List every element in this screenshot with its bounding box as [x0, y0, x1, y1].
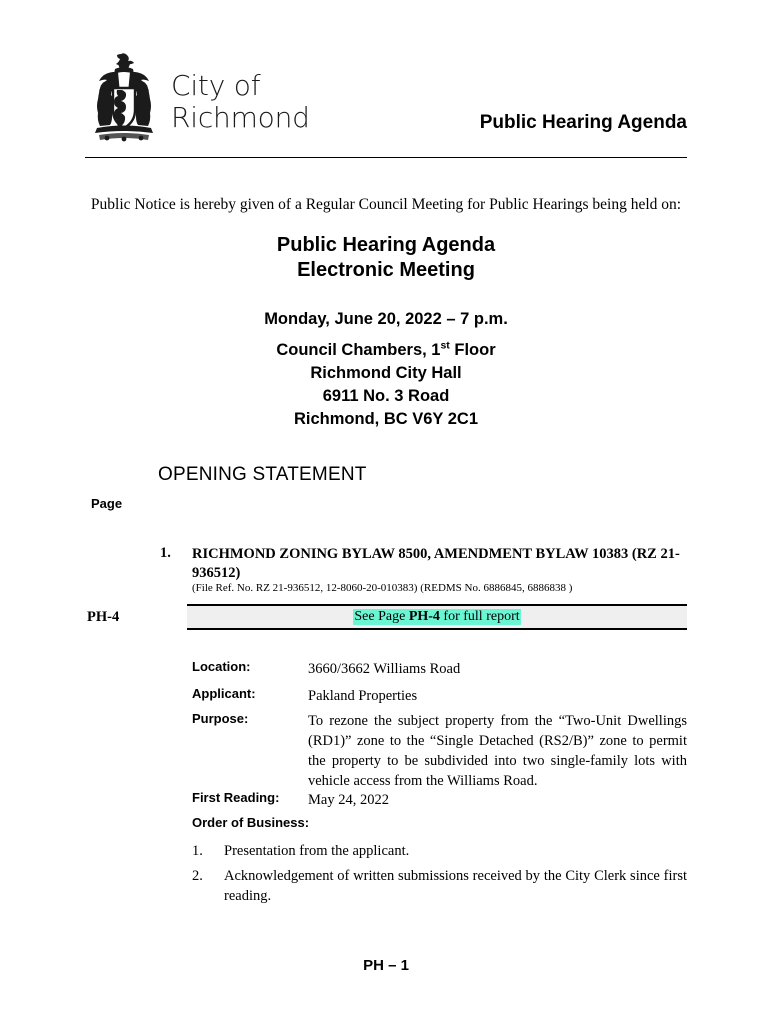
venue-line-3: 6911 No. 3 Road — [322, 387, 450, 405]
meeting-title-line-1: Public Hearing Agenda — [276, 234, 496, 256]
city-crest-icon — [85, 52, 163, 144]
banner-text-post: for full report — [439, 609, 520, 624]
agenda-item-heading: RICHMOND ZONING BYLAW 8500, AMENDMENT BYLAW 10383 (RZ 21-936512) — [192, 546, 680, 581]
venue-line-1-pre: Council Chambers, 1 — [276, 341, 441, 359]
order-item-text: Acknowledgement of written submissions received by the City Clerk since first reading. — [224, 868, 687, 904]
page-column-label: Page — [91, 496, 123, 511]
agenda-item-file-reference: (File Ref. No. RZ 21-936512, 12-8060-20-010383) (REDMS No. 6886845, 6886838 ) — [192, 582, 573, 594]
venue-line-2: Richmond City Hall — [310, 364, 462, 382]
city-wordmark — [171, 70, 310, 134]
venue-line-1 — [85, 339, 687, 362]
venue-line-1-post: Floor — [449, 341, 496, 359]
meeting-venue — [85, 339, 687, 431]
header-title: Public Hearing Agenda — [479, 112, 687, 133]
detail-value-purpose: To rezone the subject property from the “Two-Unit Dwellings (RD1)” zone to the “Single Detached (RS2/B)” zone to permit the property to be subdivided into two single-family lots with vehicle access from the Williams Road. — [308, 713, 687, 789]
order-item-text: Presentation from the applicant. — [224, 843, 410, 859]
meeting-title — [85, 233, 687, 283]
banner-margin-page-label: PH-4 — [87, 609, 120, 625]
order-item-number: 1. — [192, 843, 203, 859]
detail-label-applicant: Applicant: — [192, 686, 256, 701]
wordmark-line-1: City of — [171, 69, 261, 102]
order-of-business-item — [192, 866, 687, 908]
meeting-title-line-2: Electronic Meeting — [297, 259, 475, 281]
detail-value-applicant: Pakland Properties — [308, 688, 418, 704]
detail-label-purpose: Purpose: — [192, 711, 249, 726]
page-footer-number: PH – 1 — [363, 957, 409, 974]
meeting-datetime: Monday, June 20, 2022 – 7 p.m. — [264, 310, 508, 328]
venue-line-4: Richmond, BC V6Y 2C1 — [294, 410, 478, 428]
agenda-item-number: 1. — [160, 545, 171, 561]
order-item-number: 2. — [192, 868, 203, 884]
detail-value-location: 3660/3662 Williams Road — [308, 661, 461, 677]
order-of-business-heading: Order of Business: — [192, 815, 310, 830]
public-notice-text: Public Notice is hereby given of a Regular Council Meeting for Public Hearings being held on: — [90, 196, 682, 213]
banner-text-pre: See Page — [354, 609, 409, 624]
banner-page-reference: PH-4 — [408, 609, 440, 624]
see-page-banner[interactable] — [187, 604, 687, 630]
header-divider — [85, 157, 687, 158]
detail-value-first-reading: May 24, 2022 — [308, 792, 389, 808]
page-header — [85, 52, 687, 152]
venue-ordinal-suffix: st — [440, 339, 450, 352]
wordmark-line-2: Richmond — [171, 101, 310, 134]
order-of-business-item — [192, 841, 687, 861]
see-page-banner-text[interactable] — [353, 609, 520, 625]
opening-statement-heading: OPENING STATEMENT — [158, 464, 367, 485]
detail-label-first-reading: First Reading: — [192, 790, 280, 805]
detail-label-location: Location: — [192, 659, 251, 674]
